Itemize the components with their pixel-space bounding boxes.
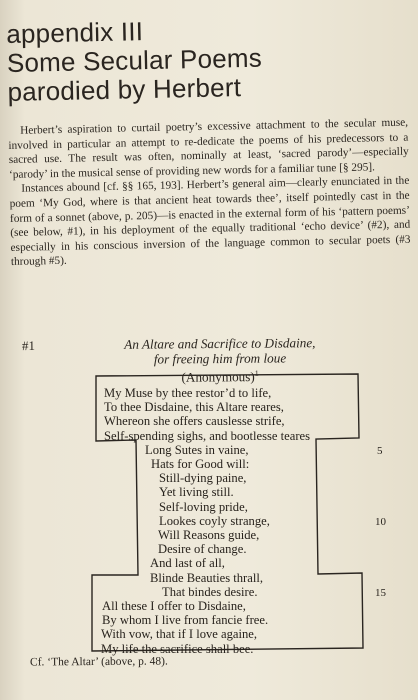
paragraph-2: Instances abound [cf. §§ 165, 193]. Herbert’s general aim—clearly enunciated in the poem ‘My God, where is that ancient heat towards thee’, itself pointedly cast in the form of a sonnet (above, p. 205)—is enacted in the external form of his ‘pattern poems’ (see below, #1), in his deployment of the equally traditional ‘echo device’ (#2), and especially in his conscious inversion of the language common to secular poets (#3 through #5). xyxy=(9,174,411,269)
footnote-mark: 1 xyxy=(254,368,259,378)
poem-author-text: (Anonymous) xyxy=(181,369,255,385)
poem-line-17: By whom I live from fancie free. xyxy=(102,613,269,628)
poem-line-13: And last of all, xyxy=(150,556,225,571)
line-number-5: 5 xyxy=(377,444,383,457)
heading-line-3: parodied by Herbert xyxy=(7,72,242,107)
line-number-10: 10 xyxy=(375,515,386,528)
poem-title-line-1: An Altare and Sacrifice to Disdaine, xyxy=(124,335,316,352)
poem-line-3: Whereon she offers causlesse strife, xyxy=(104,414,285,429)
poem-line-4: Self-spending sighs, and bootlesse teares xyxy=(104,428,311,443)
poem-line-19: My life the sacrifice shall bee. xyxy=(101,641,254,656)
poem-title-line-2: for freeing him from loue xyxy=(153,350,287,367)
poem-line-14: Blinde Beauties thrall, xyxy=(150,570,263,585)
poem-line-5: Long Sutes in vaine, xyxy=(145,442,249,457)
poem-line-1: My Muse by thee restor’d to life, xyxy=(104,386,272,400)
poem-number: #1 xyxy=(21,337,36,354)
footnote: Cf. ‘The Altar’ (above, p. 48). xyxy=(29,655,168,669)
poem-line-6: Hats for Good will: xyxy=(151,457,250,471)
poem-line-2: To thee Disdaine, this Altare reares, xyxy=(104,400,284,415)
poem-line-8: Yet living still. xyxy=(159,485,234,500)
line-number-15: 15 xyxy=(375,586,386,599)
heading-line-1: appendix III xyxy=(5,16,144,49)
poem-line-9: Self-loving pride, xyxy=(159,499,248,514)
poem-line-15: That bindes desire. xyxy=(162,584,258,599)
paragraph-1: Herbert’s aspiration to curtail poetry’s excessive attachment to the secular muse, involved in particular an attempt to re-dedicate the poems of his predecessors to a sacred use. The result was often, nominally at least, ‘sacred parody’—especially ‘parody’ in the musical sense of providing new words for a familiar tune [§ 295]. xyxy=(8,116,409,181)
poem-line-11: Will Reasons guide, xyxy=(158,528,260,542)
poem-line-12: Desire of change. xyxy=(158,542,247,557)
poem-line-16: All these I offer to Disdaine, xyxy=(102,599,246,613)
poem-line-7: Still-dying paine, xyxy=(159,471,247,486)
heading-line-2: Some Secular Poems xyxy=(6,42,263,78)
poem-line-10: Lookes coyly strange, xyxy=(159,513,270,528)
poem-line-18: With vow, that if I love againe, xyxy=(101,627,258,642)
